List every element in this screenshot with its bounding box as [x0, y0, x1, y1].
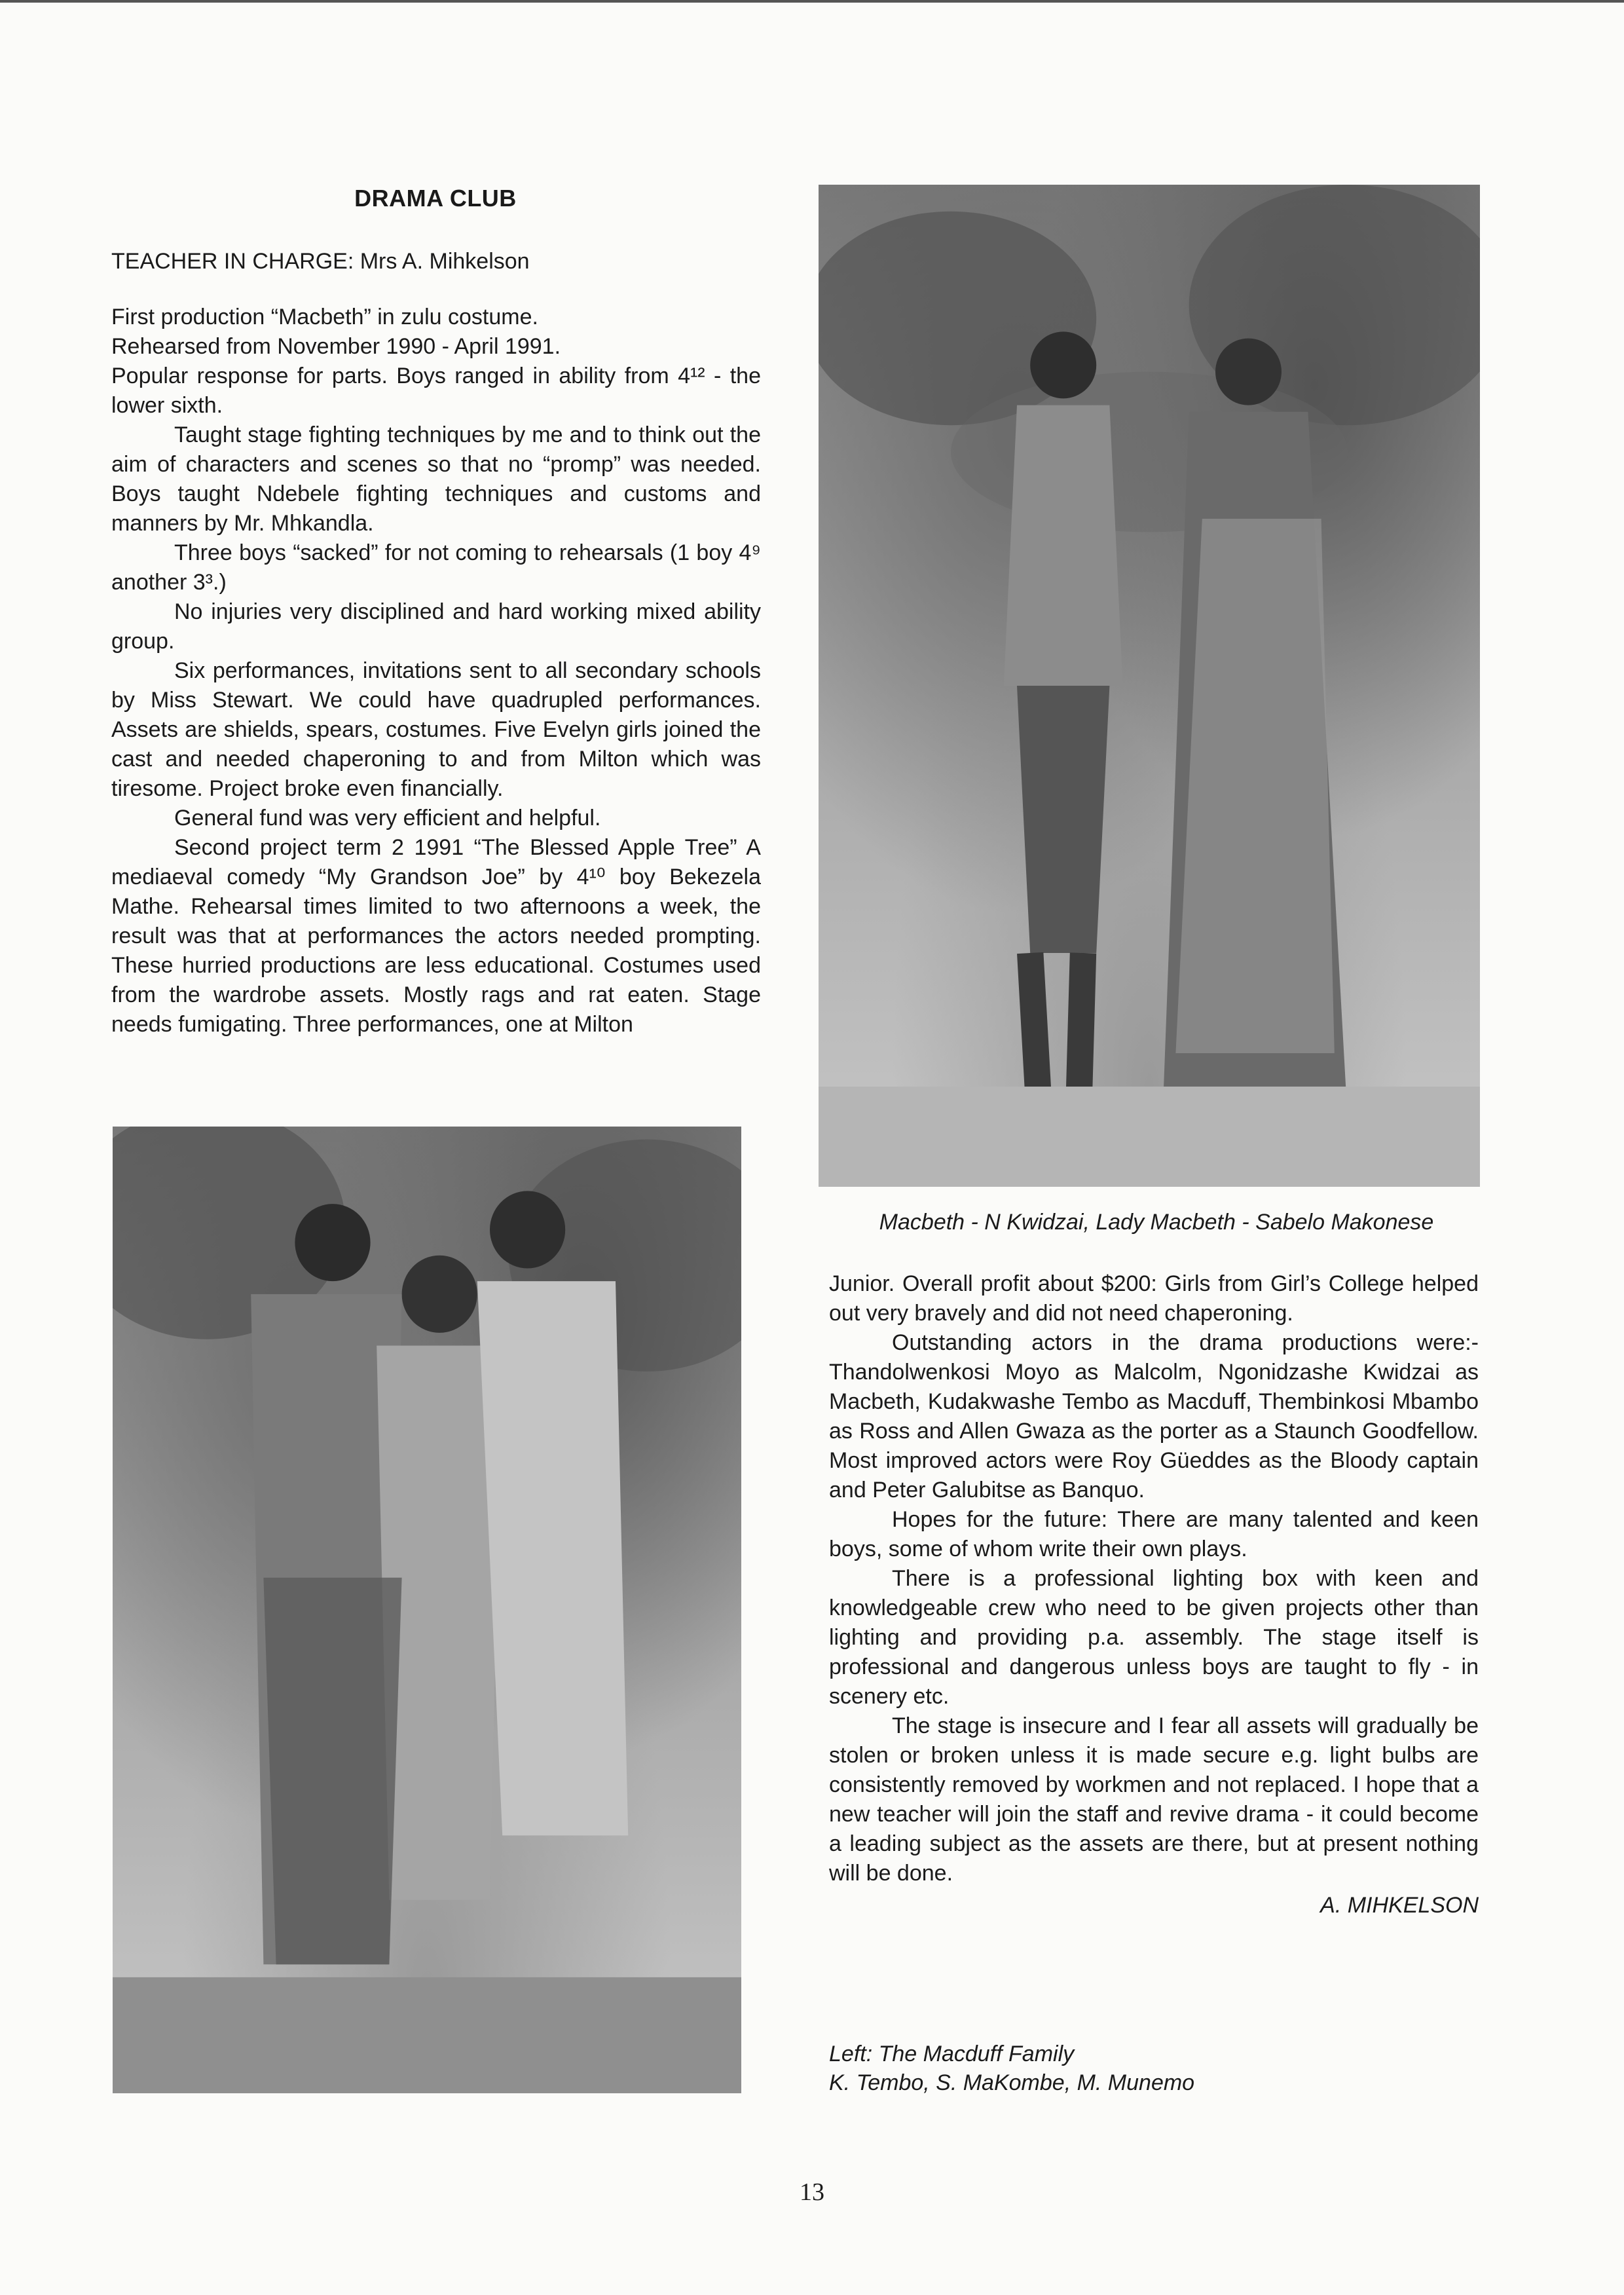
paragraph: Second project term 2 1991 “The Blessed Apple Tree” A mediaeval comedy “My Grandson Joe” by 4¹⁰ boy Bekezela Mathe. Rehearsal times limited to two afternoons a week, the result was that at performances the actors needed prompting. These hurried productions are less educational. Costumes used from the wardrobe assets. Mostly rags and rat eaten. Stage needs fumigating. Three performances, one at Milton — [111, 835, 761, 1037]
page-number: 13 — [800, 2178, 824, 2206]
article-heading: DRAMA CLUB — [354, 185, 517, 212]
paragraph: No injuries very disciplined and hard working mixed ability group. — [111, 599, 761, 654]
paragraph: Popular response for parts. Boys ranged in ability from 4¹² - the lower sixth. — [111, 364, 761, 418]
caption-line: Left: The Macduff Family — [829, 2042, 1075, 2066]
right-column-text — [829, 1269, 1479, 1888]
paragraph: Rehearsed from November 1990 - April 1991. — [111, 334, 561, 359]
paragraph: Six performances, invitations sent to all secondary schools by Miss Stewart. We could have quadrupled performances. Assets are shields, spears, costumes. Five Evelyn girls joined the cast and needed chaperoning to and from Milton which was tiresome. Project broke even financially. — [111, 658, 761, 801]
paragraph: There is a professional lighting box with keen and knowledgeable crew who need to be given projects other than lighting and providing p.a. assembly. The stage itself is professional and dangerous unless boys are taught to fly - in scenery etc. — [829, 1566, 1479, 1709]
paragraph: Hopes for the future: There are many talented and keen boys, some of whom write their own plays. — [829, 1507, 1479, 1561]
macbeth-photo-caption: Macbeth - N Kwidzai, Lady Macbeth - Sabelo Makonese — [879, 1210, 1434, 1235]
left-column-text — [111, 303, 761, 1039]
top-rule — [0, 0, 1624, 3]
paragraph: Three boys “sacked” for not coming to rehearsals (1 boy 4⁹ another 3³.) — [111, 540, 761, 595]
macduff-photo-caption — [829, 2040, 1484, 2097]
teacher-in-charge: TEACHER IN CHARGE: Mrs A. Mihkelson — [111, 249, 530, 274]
paragraph: Junior. Overall profit about $200: Girls from Girl’s College helped out very bravely and did not need chaperoning. — [829, 1271, 1479, 1326]
paragraph: Taught stage fighting techniques by me and to think out the aim of characters and scenes so that no “promp” was needed. Boys taught Ndebele fighting techniques and customs and manners by Mr. Mhkandla. — [111, 422, 761, 536]
macbeth-photo — [819, 185, 1480, 1187]
author-signature: A. MIHKELSON — [1320, 1893, 1479, 1918]
paragraph: Outstanding actors in the drama productions were:- Thandolwenkosi Moyo as Malcolm, Ngonidzashe Kwidzai as Macbeth, Kudakwashe Tembo as Macduff, Thembinkosi Mbambo as Ross and Allen Gwaza as the porter as a Staunch Goodfellow. Most improved actors were Roy Güeddes as the Bloody captain and Peter Galubitse as Banquo. — [829, 1330, 1479, 1502]
caption-line: K. Tembo, S. MaKombe, M. Munemo — [829, 2070, 1195, 2095]
paragraph: General fund was very efficient and helpful. — [174, 806, 601, 830]
paragraph: The stage is insecure and I fear all assets will gradually be stolen or broken unless it is made secure e.g. light bulbs are consistently removed by workmen and not replaced. I hope that a new teacher will join the staff and revive drama - it could become a leading subject as the assets are there, but at present nothing will be done. — [829, 1713, 1479, 1886]
photo-illustration — [819, 185, 1480, 1187]
macduff-family-photo — [113, 1127, 741, 2093]
photo-illustration — [113, 1127, 741, 2093]
paragraph: First production “Macbeth” in zulu costume. — [111, 305, 538, 329]
